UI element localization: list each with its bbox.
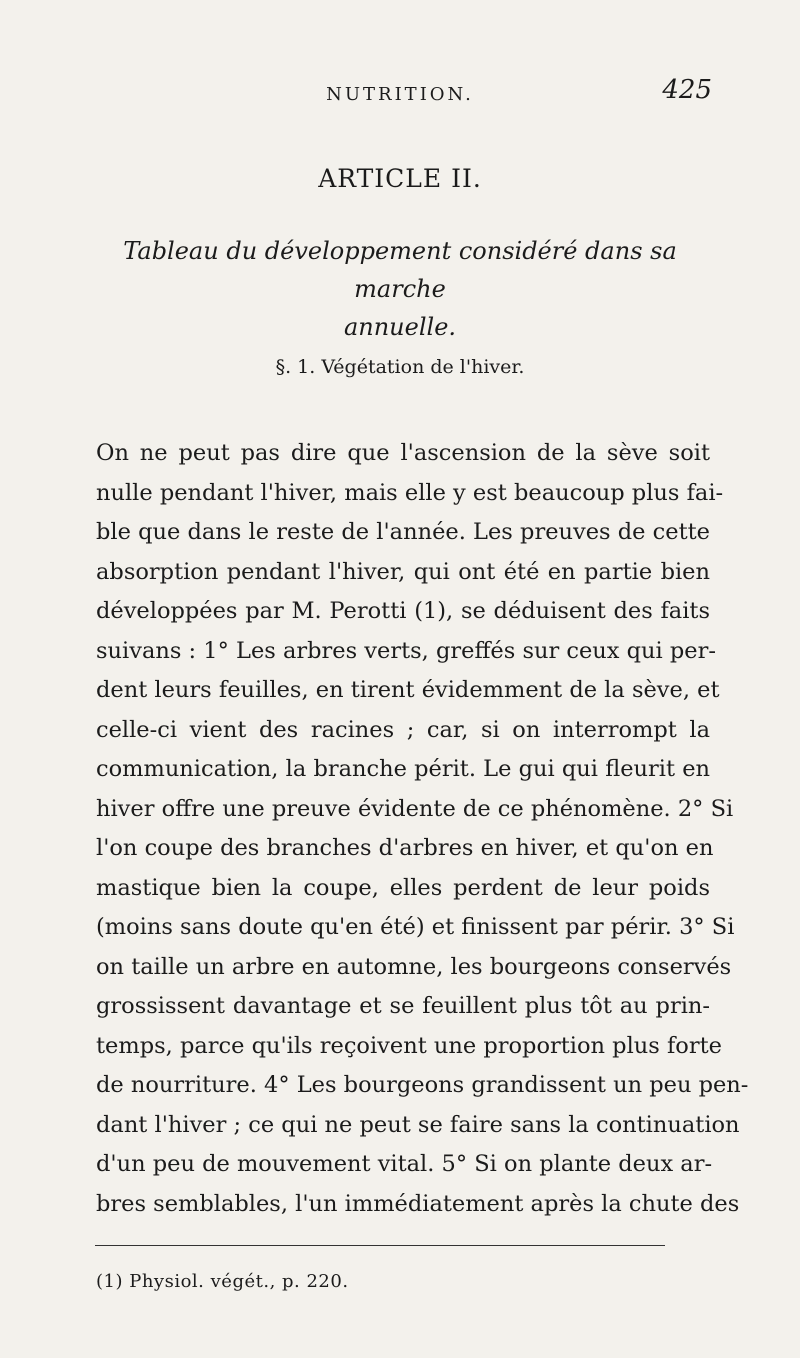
body-line: d'un peu de mouvement vital. 5° Si on plante deux ar- — [96, 1151, 713, 1177]
article-subtitle — [100, 232, 700, 346]
body-line: de nourriture. 4° Les bourgeons grandissent un peu pen- — [96, 1072, 749, 1098]
body-line: ble que dans le reste de l'année. Les preuves de cette — [96, 519, 710, 545]
body-line: celle-ci vient des racines ; car, si on interrompt la — [96, 716, 710, 743]
body-line: nulle pendant l'hiver, mais elle y est beaucoup plus fai- — [96, 479, 724, 506]
footnote-divider — [95, 1245, 665, 1246]
body-line: on taille un arbre en automne, les bourgeons conservés — [96, 953, 732, 980]
body-line: dant l'hiver ; ce qui ne peut se faire sans la continuation — [96, 1111, 740, 1138]
article-heading: ARTICLE II. — [318, 164, 482, 193]
body-line: mastique bien la coupe, elles perdent de leur poids — [96, 874, 710, 901]
body-line: dent leurs feuilles, en tirent évidemment de la sève, et — [96, 677, 720, 703]
running-title: NUTRITION. — [326, 84, 474, 105]
subtitle-line-2: annuelle. — [343, 313, 457, 341]
body-line: On ne peut pas dire que l'ascension de la sève soit — [96, 440, 710, 466]
body-line: suivans : 1° Les arbres verts, greffés sur ceux qui per- — [96, 637, 716, 664]
section-heading: §. 1. Végétation de l'hiver. — [275, 356, 525, 378]
body-line: développées par M. Perotti (1), se déduisent des faits — [96, 598, 710, 624]
body-line: communication, la branche périt. Le gui qui fleurit en — [96, 756, 710, 782]
body-line: hiver offre une preuve évidente de ce phénomène. 2° Si — [96, 795, 734, 822]
body-line: (moins sans doute qu'en été) et finissent par périr. 3° Si — [96, 914, 735, 940]
body-line: l'on coupe des branches d'arbres en hiver, et qu'on en — [96, 835, 714, 861]
body-line: grossissent davantage et se feuillent plus tôt au prin- — [96, 993, 710, 1019]
body-line: temps, parce qu'ils reçoivent une proportion plus forte — [96, 1032, 722, 1059]
body-text — [96, 434, 749, 1224]
body-line: bres semblables, l'un immédiatement après la chute des — [96, 1190, 740, 1217]
footnote: (1) Physiol. végét., p. 220. — [96, 1271, 349, 1292]
page-number: 425 — [662, 75, 712, 105]
subtitle-line-1: Tableau du développement considéré dans sa marche — [123, 237, 677, 303]
body-line: absorption pendant l'hiver, qui ont été en partie bien — [96, 558, 710, 585]
